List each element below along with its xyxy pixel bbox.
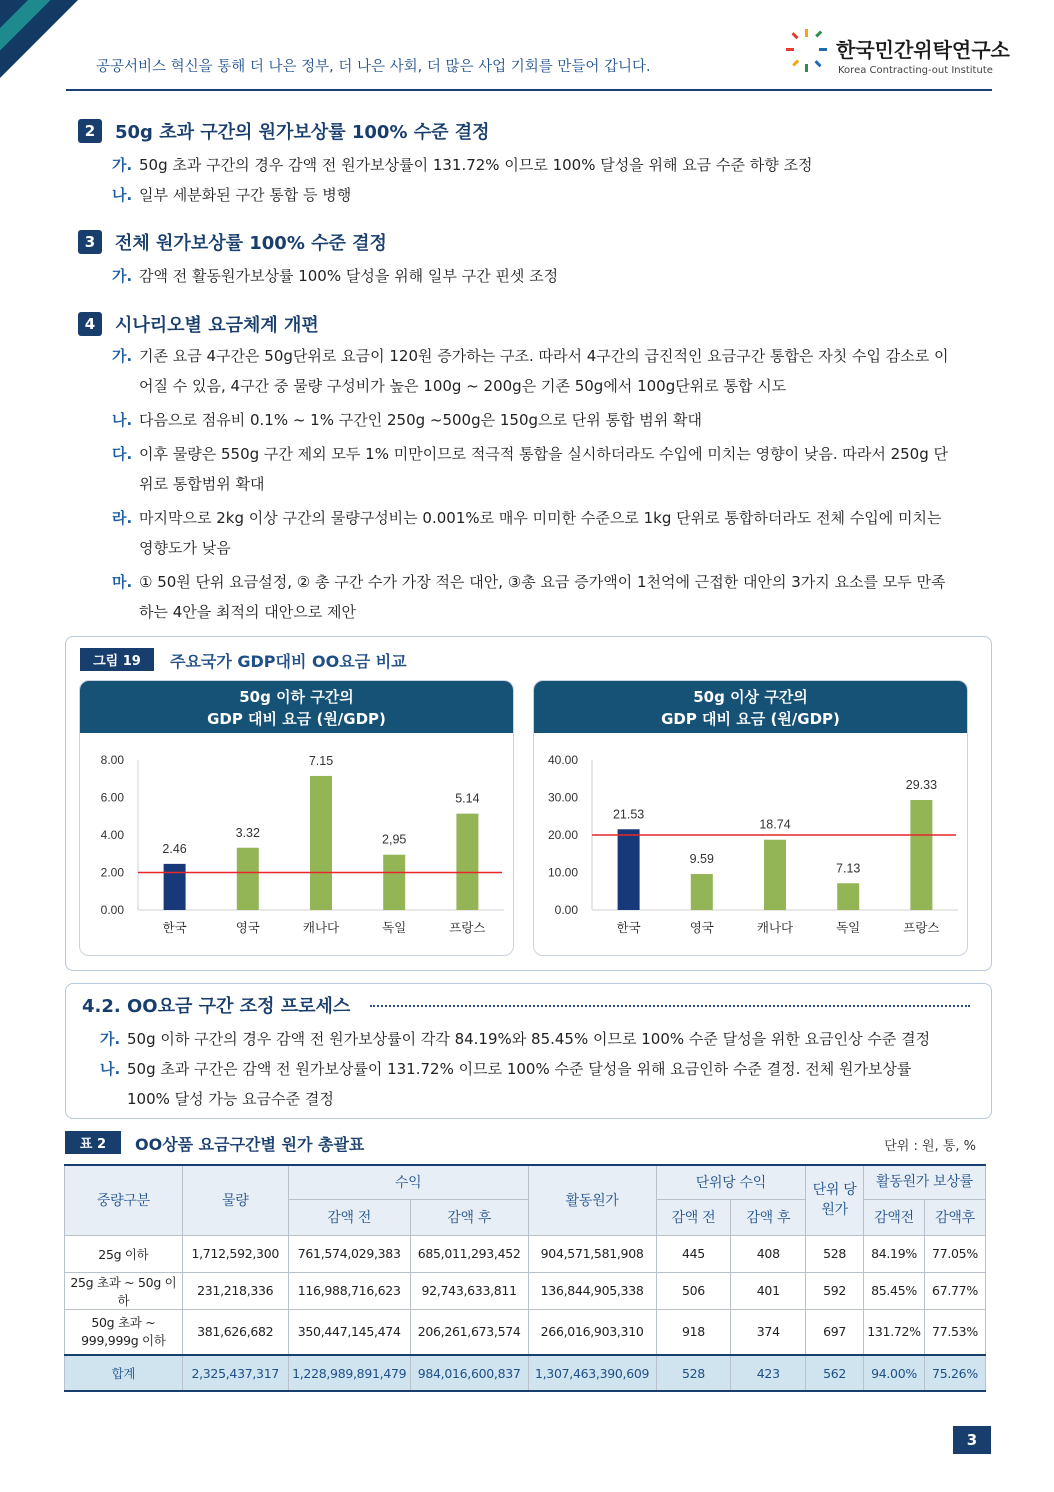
process-box	[65, 983, 992, 1119]
institute-logo	[786, 26, 1010, 82]
list-text: 마지막으로 2kg 이상 구간의 물량구성비는 0.001%로 매우 미미한 수준으로 1kg 단위로 통합하더라도 전체 수입에 미치는 영향도가 낮음	[139, 509, 942, 557]
table-cell: 408	[731, 1235, 806, 1272]
list-item	[78, 439, 952, 499]
table-cell: 401	[731, 1272, 806, 1309]
bar	[837, 883, 859, 910]
header-revenue-before: 감액 전	[288, 1199, 410, 1235]
bar	[310, 776, 332, 910]
list-marker: 가.	[112, 267, 133, 285]
table-cell: 381,626,682	[182, 1309, 288, 1355]
list-marker: 나.	[112, 411, 133, 429]
table-cell: 116,988,716,623	[288, 1272, 410, 1309]
x-tick-label: 프랑스	[903, 921, 940, 935]
list-text: 이후 물량은 550g 구간 제외 모두 1% 미만이므로 적극적 통합을 실시하더라도 수입에 미치는 영향이 낮음. 따라서 250g 단위로 통합범위 확대	[139, 445, 948, 493]
header-volume: 물량	[182, 1165, 288, 1235]
section-number-badge: 2	[78, 119, 102, 143]
list-marker: 다.	[112, 445, 133, 463]
table-cell: 350,447,145,474	[288, 1309, 410, 1355]
chart-title	[80, 681, 513, 733]
chart-title-line: 50g 이하 구간의	[239, 688, 354, 706]
table-cell: 92,743,633,811	[410, 1272, 528, 1309]
dotted-leader	[370, 1005, 970, 1007]
table-cell: 528	[656, 1355, 731, 1391]
list-item	[78, 180, 952, 210]
table-cell: 67.77%	[924, 1272, 985, 1309]
list-marker: 가.	[112, 347, 133, 365]
table-badge: 표 2	[65, 1131, 121, 1154]
table-cell: 266,016,903,310	[528, 1309, 656, 1355]
list-text: 50g 이하 구간의 경우 감액 전 원가보상률이 각각 84.19%와 85.45% 이므로 100% 수준 달성을 위한 요금인상 수준 결정	[127, 1030, 931, 1048]
table-cell: 506	[656, 1272, 731, 1309]
y-tick-label: 30.00	[547, 790, 578, 805]
data-label: 3.32	[235, 825, 260, 840]
table-cell: 1,228,989,891,479	[288, 1355, 410, 1391]
table-cell: 75.26%	[924, 1355, 985, 1391]
header-revenue: 수익	[288, 1165, 528, 1199]
list-marker: 가.	[100, 1030, 121, 1048]
logo-text-english: Korea Contracting-out Institute	[838, 65, 993, 76]
x-tick-label: 캐나다	[756, 921, 794, 935]
table-cell: 904,571,581,908	[528, 1235, 656, 1272]
table-row	[65, 1309, 986, 1355]
y-tick-label: 0.00	[100, 903, 124, 917]
data-label: 9.59	[689, 852, 714, 867]
list-item	[78, 503, 952, 563]
list-text: 50g 초과 구간의 경우 감액 전 원가보상률이 131.72% 이므로 100% 달성을 위해 요금 수준 하향 조정	[139, 156, 813, 174]
header-revenue-after: 감액 후	[410, 1199, 528, 1235]
table-cell: 2,325,437,317	[182, 1355, 288, 1391]
list-item	[78, 261, 952, 291]
table-unit: 단위 : 원, 통, %	[884, 1139, 976, 1154]
table-cell: 50g 초과 ~ 999,999g 이하	[65, 1309, 183, 1355]
table-cell: 592	[806, 1272, 864, 1309]
cost-summary-table	[64, 1164, 986, 1392]
chart-title-line: 50g 이상 구간의	[693, 688, 808, 706]
list-item	[66, 1054, 956, 1114]
section-title: 50g 초과 구간의 원가보상률 100% 수준 결정	[115, 122, 490, 143]
header-activity-cost: 활동원가	[528, 1165, 656, 1235]
list-item	[78, 405, 952, 435]
list-marker: 나.	[112, 186, 133, 204]
table-cell: 562	[806, 1355, 864, 1391]
chart-title	[534, 681, 967, 733]
list-item	[78, 567, 952, 627]
data-label: 7.15	[308, 753, 334, 768]
chart-panel-under-50g	[79, 680, 514, 956]
y-tick-label: 20.00	[547, 828, 578, 842]
list-text: 기존 요금 4구간은 50g단위로 요금이 120원 증가하는 구조. 따라서 4구간의 급진적인 요금구간 통합은 자칫 수입 감소로 이어질 수 있음, 4구간 중 물량 구성비가 높은 100g ~ 200g은 기존 50g에서 100g단위로 통합 시도	[139, 347, 949, 395]
list-marker: 나.	[100, 1060, 121, 1078]
bar	[383, 855, 405, 910]
table-row	[65, 1235, 986, 1272]
x-tick-label: 프랑스	[449, 921, 486, 935]
bar	[456, 814, 478, 910]
list-marker: 마.	[112, 573, 133, 591]
data-label: 2.46	[162, 841, 187, 856]
y-tick-label: 40.00	[547, 753, 578, 767]
x-tick-label: 영국	[235, 921, 260, 935]
data-label: 7.13	[836, 861, 861, 876]
table-cell: 84.19%	[864, 1235, 925, 1272]
header-weight: 중량구분	[65, 1165, 183, 1235]
table-cell: 423	[731, 1355, 806, 1391]
header-unit-after: 감액 후	[731, 1199, 806, 1235]
figure-19	[65, 636, 992, 971]
bar	[164, 864, 186, 910]
logo-text-korean: 한국민간위탁연구소	[836, 38, 1010, 62]
x-tick-label: 캐나다	[302, 921, 340, 935]
bar	[910, 800, 932, 910]
table-cell: 77.05%	[924, 1235, 985, 1272]
header-recovery-after: 감액후	[924, 1199, 985, 1235]
table-title: OO상품 요금구간별 원가 총괄표	[135, 1135, 365, 1154]
bar	[618, 829, 640, 910]
table-cell: 761,574,029,383	[288, 1235, 410, 1272]
x-tick-label: 독일	[382, 921, 407, 935]
section-2	[78, 118, 952, 210]
y-tick-label: 10.00	[547, 865, 578, 880]
chart-title-line: GDP 대비 요금 (원/GDP)	[207, 710, 386, 728]
bar-chart-under-50g	[80, 733, 513, 955]
header-unit-before: 감액 전	[656, 1199, 731, 1235]
table-cell: 77.53%	[924, 1309, 985, 1355]
list-marker: 가.	[112, 156, 133, 174]
y-tick-label: 8.00	[100, 753, 124, 767]
list-item	[66, 1024, 956, 1054]
y-tick-label: 2.00	[100, 865, 124, 880]
bar	[237, 848, 259, 910]
section-title: 시나리오별 요금체계 개편	[115, 315, 319, 336]
table-cell: 685,011,293,452	[410, 1235, 528, 1272]
table-cell: 94.00%	[864, 1355, 925, 1391]
table-cell: 231,218,336	[182, 1272, 288, 1309]
list-item	[78, 150, 952, 180]
data-label: 29.33	[905, 778, 938, 793]
table-row	[65, 1272, 986, 1309]
chart-panel-over-50g	[533, 680, 968, 956]
bar-chart-over-50g	[534, 733, 967, 955]
y-tick-label: 0.00	[554, 903, 578, 917]
section-title: 전체 원가보상률 100% 수준 결정	[115, 233, 387, 254]
table-cell: 합계	[65, 1355, 183, 1391]
list-text: 일부 세분화된 구간 통합 등 병행	[139, 186, 352, 204]
figure-badge: 그림 19	[80, 648, 154, 671]
list-text: 다음으로 점유비 0.1% ~ 1% 구간인 250g ~500g은 150g으로 단위 통합 범위 확대	[139, 411, 703, 429]
logo-mark-icon	[786, 28, 830, 78]
x-tick-label: 독일	[836, 921, 861, 935]
data-label: 5.14	[455, 791, 480, 806]
list-marker: 라.	[112, 509, 133, 527]
section-4	[78, 311, 952, 627]
table-cell: 25g 이하	[65, 1235, 183, 1272]
table-cell: 1,712,592,300	[182, 1235, 288, 1272]
x-tick-label: 한국	[616, 921, 641, 935]
y-tick-label: 4.00	[100, 828, 124, 842]
bar	[691, 874, 713, 910]
table-cell: 984,016,600,837	[410, 1355, 528, 1391]
header-unit-revenue: 단위당 수익	[656, 1165, 806, 1199]
process-title: 4.2. OO요금 구간 조정 프로세스	[82, 996, 351, 1017]
table-cell: 528	[806, 1235, 864, 1272]
list-text: 감액 전 활동원가보상률 100% 달성을 위해 일부 구간 핀셋 조정	[139, 267, 559, 285]
bar	[764, 840, 786, 910]
header-recovery-before: 감액전	[864, 1199, 925, 1235]
list-item	[78, 341, 952, 401]
x-tick-label: 영국	[689, 921, 714, 935]
table-cell: 206,261,673,574	[410, 1309, 528, 1355]
table-cell: 445	[656, 1235, 731, 1272]
data-label: 2,95	[382, 832, 407, 847]
x-tick-label: 한국	[162, 921, 187, 935]
page-number: 3	[953, 1426, 991, 1454]
table-cell: 1,307,463,390,609	[528, 1355, 656, 1391]
header-divider	[66, 89, 992, 91]
section-number-badge: 3	[78, 230, 102, 254]
table-cell: 697	[806, 1309, 864, 1355]
table-cell: 136,844,905,338	[528, 1272, 656, 1309]
list-text: 50g 초과 구간은 감액 전 원가보상률이 131.72% 이므로 100% 수준 달성을 위해 요금인하 수준 결정. 전체 원가보상률 100% 달성 가능 요금수준 결정	[127, 1060, 912, 1108]
y-tick-label: 6.00	[100, 790, 124, 805]
chart-title-line: GDP 대비 요금 (원/GDP)	[661, 710, 840, 728]
header-recovery: 활동원가 보상률	[864, 1165, 986, 1199]
header-tagline: 공공서비스 혁신을 통해 더 나은 정부, 더 나은 사회, 더 많은 사업 기회를 만들어 갑니다.	[96, 59, 651, 75]
data-label: 21.53	[612, 807, 645, 822]
table-cell: 131.72%	[864, 1309, 925, 1355]
table-total-row	[65, 1355, 986, 1391]
data-label: 18.74	[759, 817, 791, 832]
table-cell: 374	[731, 1309, 806, 1355]
list-text: ① 50원 단위 요금설정, ② 총 구간 수가 가장 적은 대안, ③총 요금 증가액이 1천억에 근접한 대안의 3가지 요소를 모두 만족하는 4안을 최적의 대안으로 제안	[139, 573, 946, 621]
section-3	[78, 229, 952, 291]
table-cell: 25g 초과 ~ 50g 이하	[65, 1272, 183, 1309]
table-cell: 85.45%	[864, 1272, 925, 1309]
header-unit-cost: 단위 당원가	[806, 1165, 864, 1235]
table-cell: 918	[656, 1309, 731, 1355]
figure-title: 주요국가 GDP대비 OO요금 비교	[170, 652, 407, 671]
section-number-badge: 4	[78, 312, 102, 336]
